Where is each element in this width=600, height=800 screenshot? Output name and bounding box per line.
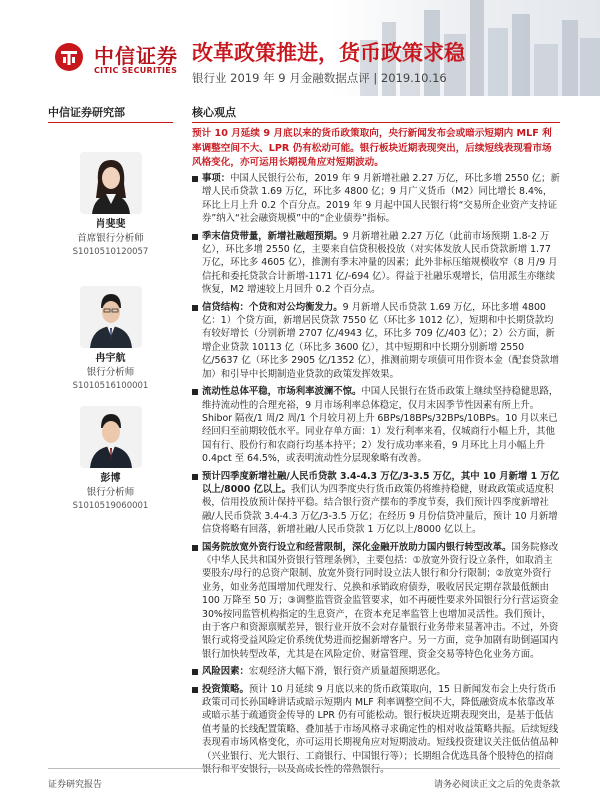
analyst-name: 冉宇航: [95, 353, 126, 364]
bullet-item: [192, 665, 560, 678]
report-subtitle: 银行业 2019 年 9 月金融数据点评 | 2019.10.16: [192, 71, 447, 85]
report-title: 改革政策推进，货币政策求稳: [192, 41, 465, 65]
bullet-heading: 预计四季度新增社融/人民币贷款 3.4-4.3 万亿/3-3.5 万亿，其中 10 月新增 1 万亿以上/8000 亿以上。: [202, 470, 560, 495]
analyst-card: [48, 406, 173, 512]
footer-report-type: 证券研究报告: [48, 780, 103, 790]
bullet-text: 国务院修改《中华人民共和国外资银行管理条例》，主要包括：①放宽外资行设立条件，如取消主要股东/母行的总资产限制、放宽外资行同时设立法人银行和分行限制；②放宽外资行业务，如业务范围增加代理发行、兑换和承销政府债券，吸收居民定期存款最低额由 100 万降至 50 万；③调整监管资金监管要求，如不再硬性要求外国银行分行营运资金 30%按同监管机构指定的生息资产，在资本充足率监管上也增加灵活性。我们预计，由于客户和资源禀赋差异，银行业开放不会对存量银行业务带来显著冲击。不过，外资银行或将受益风险定价系统优势进而挖掘新增客户。另一方面，竞争加剧有助倒逼国内银行加快转型改革，尤其是在风险定价、财富管理、资金交易等特色化业务方面。: [202, 541, 559, 660]
analyst-license-id: S1010516100001: [72, 381, 149, 391]
analyst-photo: [80, 406, 142, 468]
bullet-item: [192, 385, 560, 465]
bullet-heading: 季末信贷带量，新增社融超预期。: [202, 230, 343, 242]
bullet-heading: 流动性总体平稳，市场利率波澜不惊。: [202, 386, 362, 398]
bullet-text: 预计 10 月延续 9 月底以来的货币政策取向，15 日新闻发布会上央行货币政策司司长孙国峰讲话或暗示短期内 MLF 利率调整空间不大，降低融资成本依靠改革或暗示基于疏通资金传导的 LPR 仍有可能松动。银行板块近期表现突出，是基于低估值考量的长线配置策略、叠加基于市场风格寻求确定性的相对收益策略共振。后续短线表现看市场风格变化，亦可运用长期视角应对短期波动。短线投资建议关注低估值品种（兴业银行、光大银行、工商银行、中国银行等）；长期组合优选具备个股特色的招商银行和平安银行，以及高成长性的常熟银行。: [202, 683, 559, 776]
bullet-heading: 国务院放宽外资行设立和经营限制，深化金融开放助力国内银行转型改革。: [202, 541, 512, 553]
bullet-heading: 投资策略。: [202, 683, 249, 695]
bullet-heading: 风险因素：: [202, 666, 249, 678]
institute-name: 中信证券研究部: [48, 106, 125, 119]
analyst-license-id: S1010519060001: [72, 501, 149, 511]
bullet-heading: 信贷结构：个贷和对公均衡发力。: [202, 301, 343, 313]
brand-name-cn: 中信证券: [94, 44, 178, 68]
report-header: [0, 0, 600, 96]
institute-divider: [48, 122, 173, 123]
analyst-title: 银行分析师: [86, 487, 135, 498]
analyst-card: [48, 286, 173, 392]
analyst-sidebar: [0, 96, 186, 756]
analyst-card: [48, 152, 173, 258]
summary-paragraph: 预计 10 月延续 9 月底以来的货币政策取向，央行新闻发布会或暗示短期内 MLF 利率调整空间不大、LPR 仍有松动可能。银行板块近期表现突出，后续短线表现看市场风格变化，亦可运用长期视角应对短期波动。: [192, 128, 552, 169]
citic-logo-icon: [54, 42, 84, 72]
analyst-name: 彭博: [100, 473, 121, 484]
analyst-title: 银行分析师: [86, 367, 135, 378]
bullet-text: 中国人民银行在货币政策上继续坚持稳健思路，维持流动性的合理充裕，9 月市场利率总体稳定，仅月末因季节性因素有所上升。Shibor 隔夜/1 周/2 周/1 个月较月初上升 6BPs/18BPs/32BPs/10BPs。10 月以来已经回归至前期较低水平。同业存单方面：1）发行利率来看，仅城商行小幅上升，其他国有行、股份行和农商行均基本持平；2）发行成功率来看，9 月环比上月小幅上升 0.4pct 至 64.5%，或表明流动性分层现象略有改善。: [202, 386, 559, 465]
bullet-item: [192, 541, 560, 662]
bullet-text: 我们认为四季度央行货币政策仍将维持稳健，财政政策或适度积极，信用投放预计保持平稳。结合银行资产摆布的季度节奏，我们预计四季度新增社融/人民币贷款 3.4-4.3 万亿/3-3.5 万亿；在经历 9 月份信贷冲量后，预计 10 月新增信贷将略有回落，新增社融/人民币贷款 1 万亿以上/8000 亿以上。: [202, 483, 558, 536]
brand-name-en: CITIC SECURITIES: [94, 66, 178, 75]
page-footer: [48, 768, 560, 798]
bullet-text: 宏观经济大幅下滑，银行资产质量超预期恶化。: [248, 666, 446, 678]
footer-disclaimer: 请务必阅读正文之后的免责条款: [433, 780, 560, 790]
bullet-text: 9 月新增社融 2.27 万亿（此前市场预期 1.8-2 万亿），环比多增 2550 亿，主要来自信贷积极投放（对实体发放人民币贷款新增 1.77 万亿，环比多 4605 亿），推测有季末冲量的因素；此外非标压缩规模收窄（8 月/9 月信托和委托贷款合计新增-1171 亿/-694 亿）。得益于社融乐观增长，信用派生亦继续恢复，M2 增速较上月回升 0.2 个百分点。: [202, 230, 558, 296]
bullet-list: [192, 172, 560, 780]
section-divider: [192, 122, 560, 123]
analyst-name: 肖斐斐: [95, 219, 126, 230]
analyst-photo: [80, 152, 142, 214]
analyst-photo: [80, 286, 142, 348]
bullet-text: 9 月新增人民币贷款 1.69 万亿，环比多增 4800 亿：1）个贷方面，新增居民贷款 7550 亿（环比多 1012 亿），短期和中长期贷款均有较好增长（分别新增 2707 亿/4943 亿，环比多 709 亿/403 亿）；2）公方面，新增企业贷款 10113 亿（环比多 3600 亿），其中短期和中长期分别新增 2550 亿/5637 亿（环比多 2905 亿/1352 亿），推测前期专项债可用作资本金（配套贷款增加）和引导中长期制造业贷款的政策发挥效果。: [202, 301, 559, 380]
bullet-item: [192, 230, 560, 297]
analyst-title: 首席银行分析师: [77, 233, 144, 244]
bullet-item: [192, 172, 560, 226]
bullet-item: [192, 683, 560, 777]
section-title: 核心观点: [192, 106, 236, 119]
analyst-license-id: S1010510120057: [72, 247, 149, 257]
bullet-item: [192, 470, 560, 537]
bullet-text: 中国人民银行公布，2019 年 9 月新增社融 2.27 万亿，环比多增 2550 亿；新增人民币贷款 1.69 万亿，环比多 4800 亿；9 月广义货币（M2）同比增长 8.4%，环比上月上升 0.2 个百分点。2019 年 9 月起中国人民银行将“交易所企业资产支持证券”纳入“社会融资规模”中的“企业债券”指标。: [202, 173, 560, 225]
bullet-item: [192, 301, 560, 381]
bullet-heading: 事项：: [202, 173, 231, 184]
